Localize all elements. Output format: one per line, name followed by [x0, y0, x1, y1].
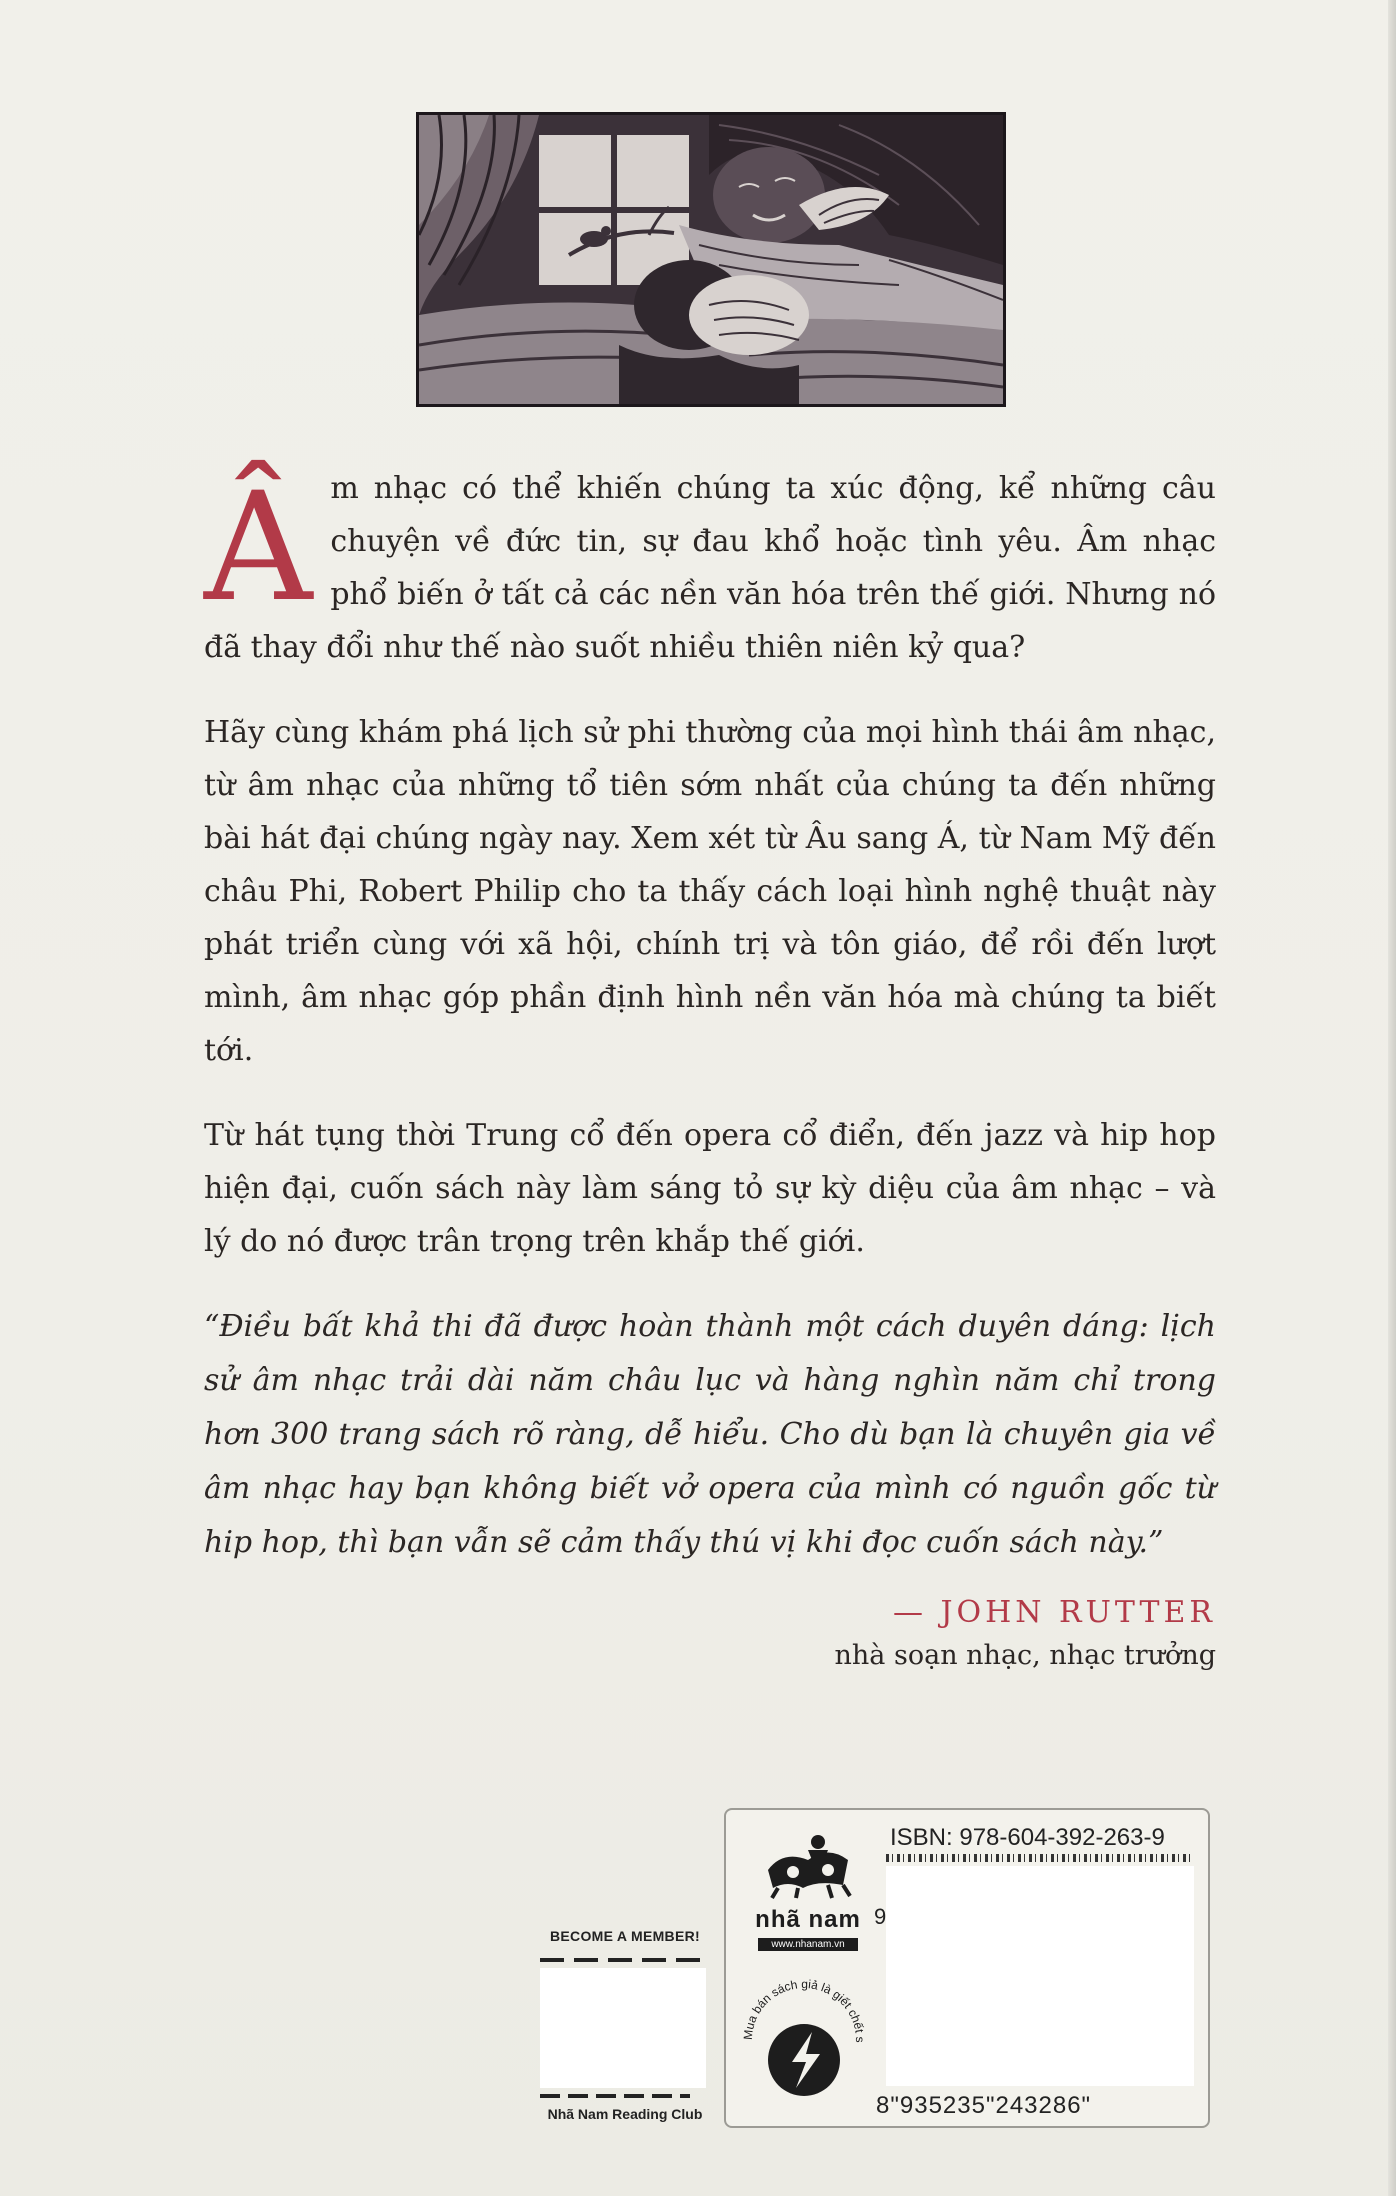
barcode-panel	[724, 1808, 1210, 2128]
member-label: BECOME A MEMBER!	[550, 1928, 700, 1944]
publisher-url: www.nhanam.vn	[758, 1938, 858, 1951]
woodcut-art	[419, 115, 1003, 404]
blurb-text	[204, 462, 1216, 1570]
review-quote: “Điều bất khả thi đã được hoàn thành một cách duyên dáng: lịch sử âm nhạc trải dài năm châu lục và hàng nghìn năm chỉ trong hơn 300 trang sách rõ ràng, dễ hiểu. Cho dù bạn là chuyên gia về âm nhạc hay bạn không biết vở opera của mình có nguồn gốc từ hip hop, thì bạn vẫn sẽ cảm thấy thú vị khi đọc cuốn sách này.”	[204, 1309, 1216, 1560]
member-bottom-line	[540, 2094, 690, 2098]
member-footer: Nhã Nam Reading Club	[547, 2106, 703, 2122]
quote-author-role: nhà soạn nhạc, nhạc trưởng	[834, 1640, 1216, 1671]
quote-attribution	[835, 1590, 1216, 1676]
publisher-logo	[748, 1830, 868, 1951]
quote-author: — JOHN RUTTER	[892, 1595, 1216, 1630]
paragraph-1	[204, 462, 1216, 674]
anti-piracy-seal	[734, 1960, 874, 2110]
paragraph-3: Từ hát tụng thời Trung cổ đến opera cổ điển, đến jazz và hip hop hiện đại, cuốn sách này làm sáng tỏ sự kỳ diệu của âm nhạc – và lý do nó được trân trọng trên khắp thế giới.	[204, 1118, 1216, 1259]
member-code-area	[540, 1968, 706, 2088]
woodcut-illustration	[416, 112, 1006, 407]
lightning-seal-icon	[734, 1960, 874, 2110]
barcode-top-lines	[886, 1854, 1194, 1862]
isbn-label: ISBN: 978-604-392-263-9	[890, 1824, 1165, 1851]
barcode-digits: 8"935235"243286"	[876, 2092, 1092, 2119]
paragraph-2: Hãy cùng khám phá lịch sử phi thường của mọi hình thái âm nhạc, từ âm nhạc của những tổ tiên sớm nhất của chúng ta đến những bài hát đại chúng ngày nay. Xem xét từ Âu sang Á, từ Nam Mỹ đến châu Phi, Robert Philip cho ta thấy cách loại hình nghệ thuật này phát triển cùng với xã hội, chính trị và tôn giáo, để rồi đến lượt mình, âm nhạc góp phần định hình nền văn hóa mà chúng ta biết tới.	[204, 715, 1216, 1068]
barcode-area	[886, 1866, 1194, 2086]
member-dash-line	[540, 1958, 710, 1962]
paragraph-1-text: m nhạc có thể khiến chúng ta xúc động, kể những câu chuyện về đức tin, sự đau khổ hoặc tình yêu. Âm nhạc phổ biến ở tất cả các nền văn hóa trên thế giới. Nhưng nó đã thay đổi như thế nào suốt nhiều thiên niên kỷ qua?	[204, 471, 1216, 665]
publisher-name: nhã nam	[755, 1906, 861, 1933]
reading-club-box	[540, 1928, 710, 2128]
barcode-first-digit: 9	[874, 1904, 887, 1929]
seal-text: Mua bán sách giả là giết chết s	[740, 1976, 868, 2043]
drop-cap: Â	[204, 461, 313, 635]
cover-edge	[1388, 0, 1396, 2196]
publisher-logo-icon	[748, 1830, 868, 1900]
